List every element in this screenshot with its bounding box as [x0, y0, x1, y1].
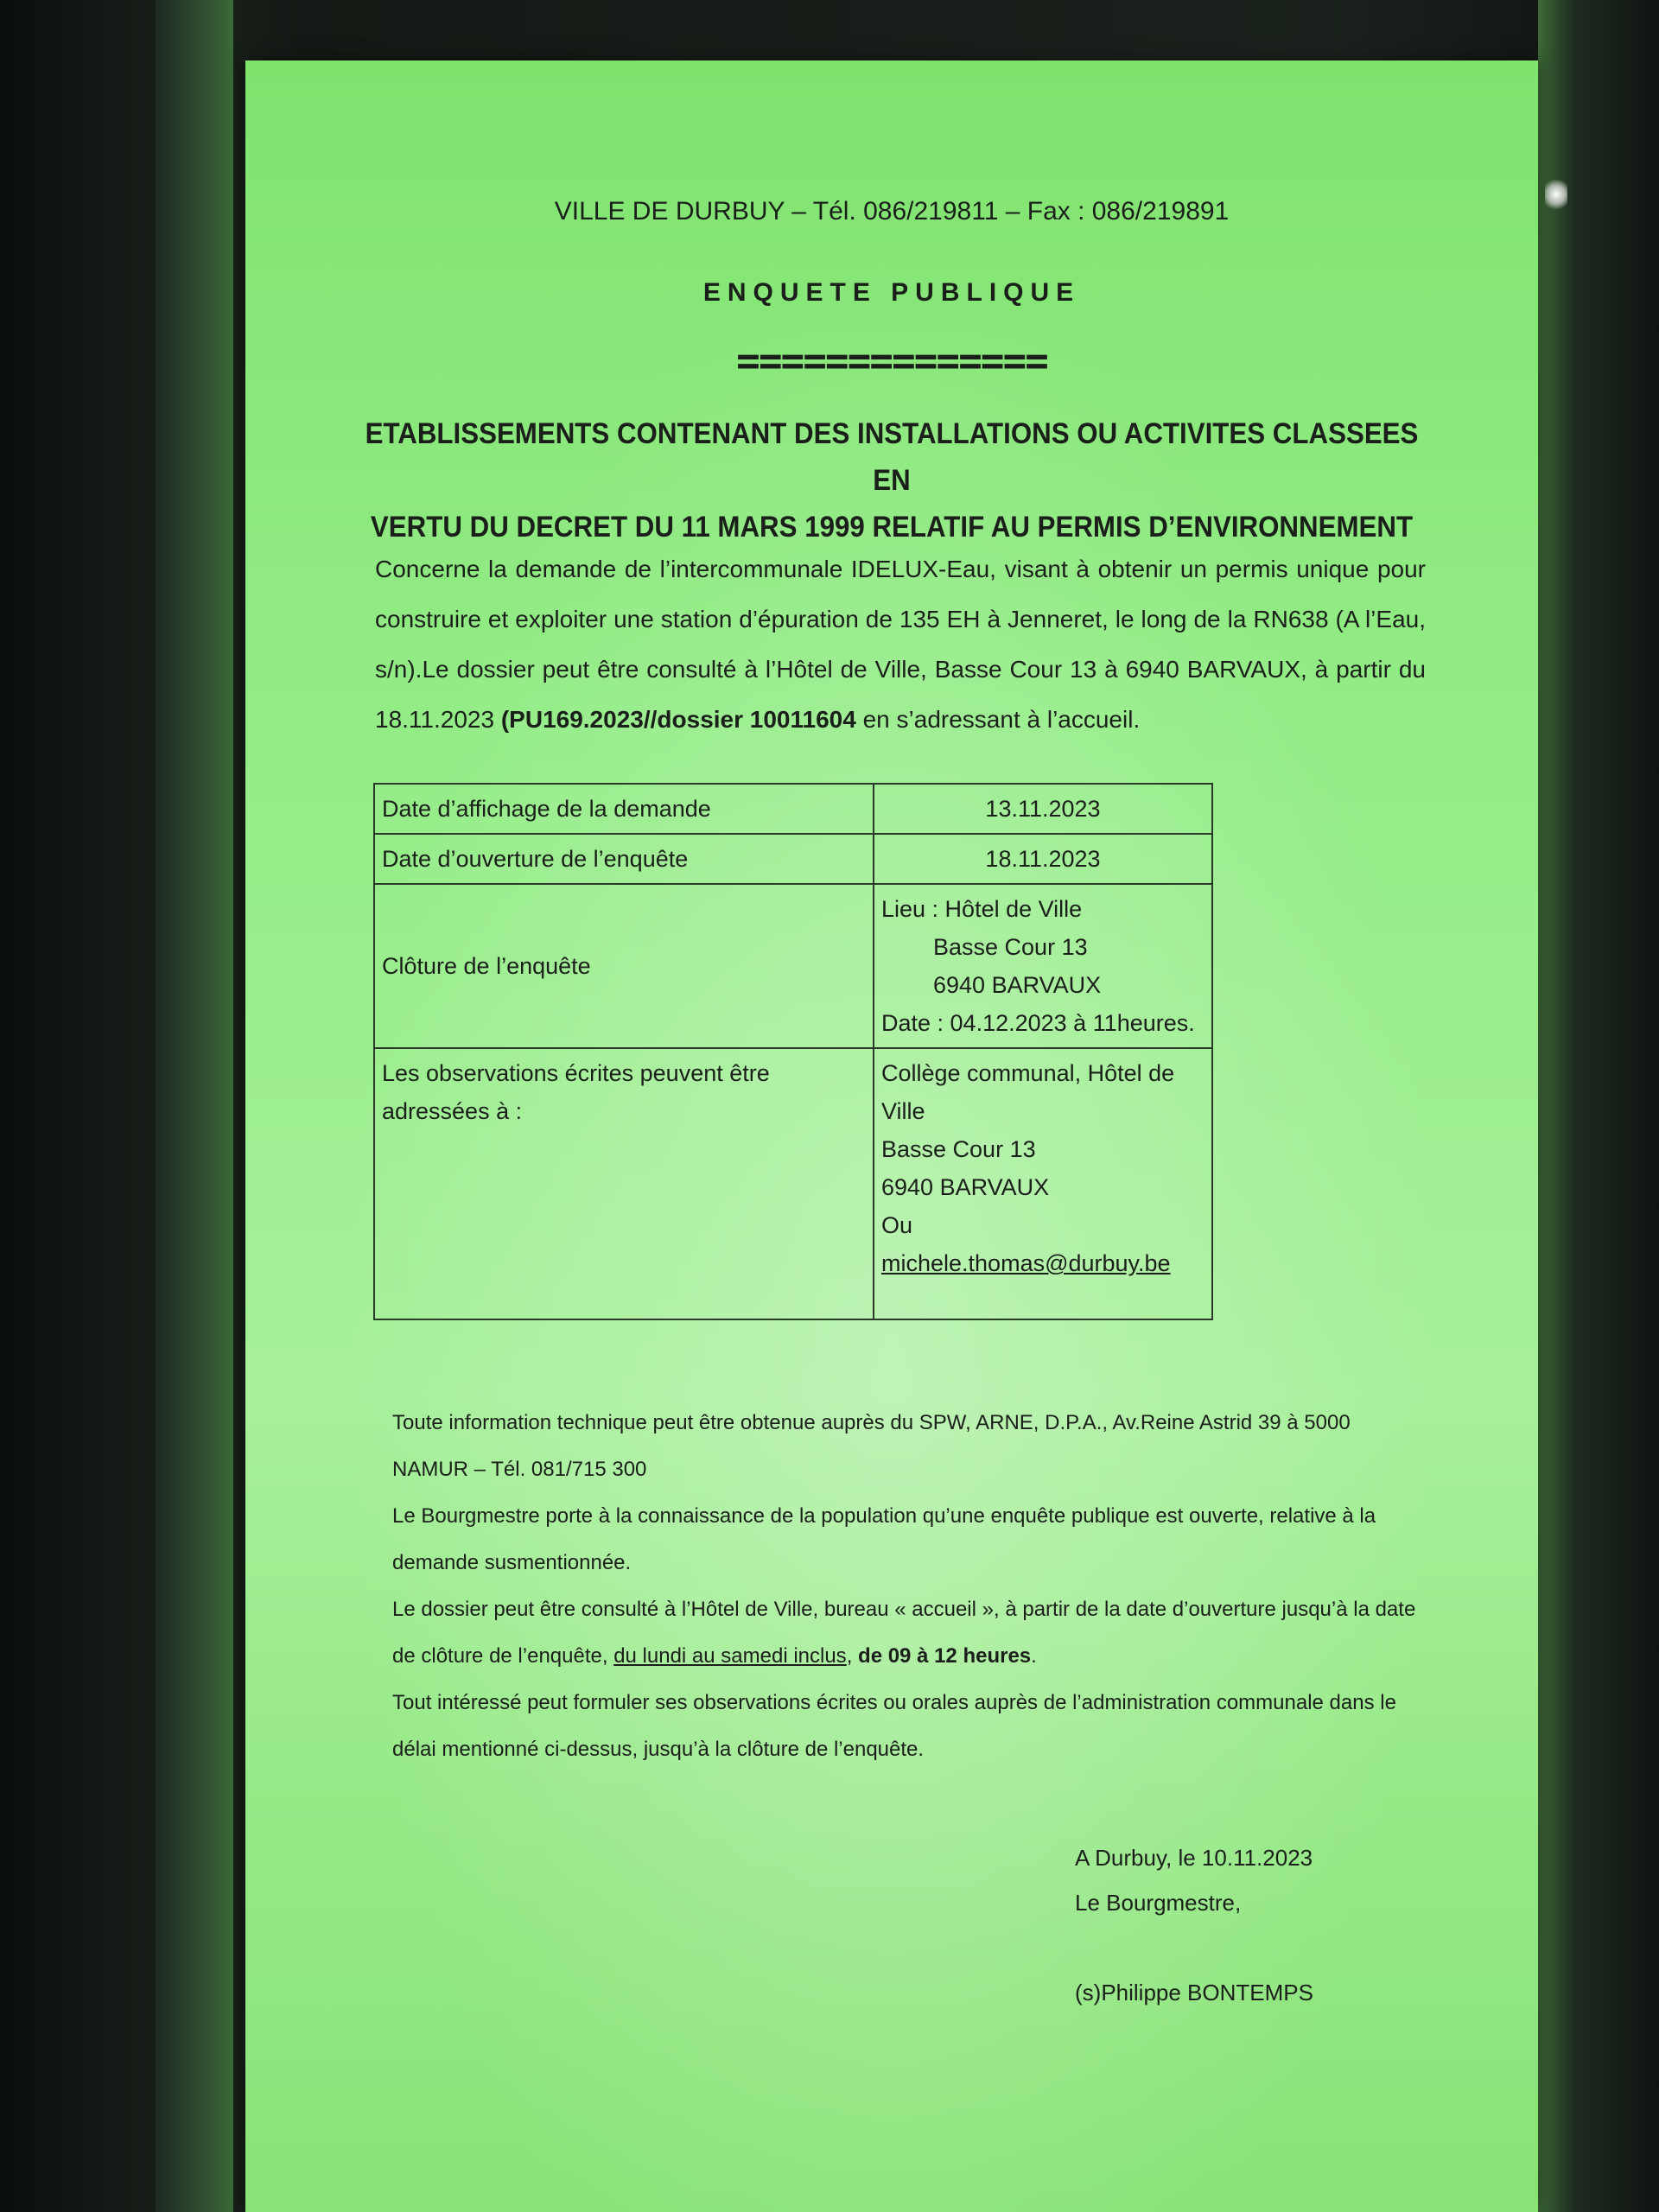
observations-address [874, 1048, 1212, 1319]
consultation-text: Le dossier peut être consulté à l’Hôtel de Ville, bureau « accueil », à partir de la date d’ouverture jusqu’à la date de clôture de l’enquête, [392, 1598, 1416, 1668]
signature-gap [1075, 1925, 1313, 1970]
display-frame-left [156, 0, 233, 2212]
opening-hours: de 09 à 12 heures [858, 1644, 1032, 1668]
observations-paragraph: Tout intéressé peut formuler ses observations écrites ou orales auprès de l’administration communale dans le délai mentionné ci-dessus, jusqu’à la clôture de l’enquête. [392, 1691, 1396, 1761]
public-notice-sheet [245, 60, 1538, 2212]
inquiry-details-table [373, 783, 1213, 1320]
notice-title [360, 410, 1422, 550]
closing-label: Clôture de l’enquête [374, 884, 874, 1048]
contact-email-link[interactable]: michele.thomas@durbuy.be [881, 1250, 1171, 1276]
opening-days: du lundi au samedi inclus [613, 1644, 847, 1668]
notice-body [392, 1400, 1426, 1773]
address-or: Ou [881, 1212, 913, 1238]
table-row [374, 834, 1212, 884]
opening-date-label: Date d’ouverture de l’enquête [374, 834, 874, 884]
notice-type-heading: ENQUETE PUBLIQUE [702, 278, 1081, 307]
signature-place-date: A Durbuy, le 10.11.2023 [1075, 1845, 1313, 1871]
separator-line: ============== [736, 337, 1047, 384]
address-line-2: Basse Cour 13 [881, 1136, 1036, 1162]
title-line-1: ETABLISSEMENTS CONTENANT DES INSTALLATIONS OU ACTIVITES CLASSEES EN [365, 417, 1419, 497]
closing-date: Date : 04.12.2023 à 11heures. [881, 1010, 1195, 1036]
display-frame-right [1538, 0, 1659, 2212]
closing-city: 6940 BARVAUX [933, 972, 1102, 998]
consultation-sep: , [846, 1644, 859, 1668]
intro-text: Concerne la demande de l’intercommunale IDELUX-Eau, visant à obtenir un permis unique pour construire et exploiter une station d’épuration de 135 EH à Jenneret, le long de la RN638 (A l’Eau, s/n).Le dossier peut être consulté à l’Hôtel de Ville, Basse Cour 13 à 6940 BARVAUX, à partir du 18.11.2023 [375, 556, 1426, 733]
closing-street: Basse Cour 13 [933, 934, 1088, 960]
contact-line: VILLE DE DURBUY – Tél. 086/219811 – Fax : 086/219891 [554, 197, 1230, 226]
address-line-3: 6940 BARVAUX [881, 1174, 1050, 1200]
title-line-2: VERTU DU DECRET DU 11 MARS 1999 RELATIF AU PERMIS D’ENVIRONNEMENT [370, 511, 1414, 543]
closing-place: Lieu : Hôtel de Ville [881, 896, 1083, 922]
consultation-end: . [1031, 1644, 1037, 1668]
closing-details [874, 884, 1212, 1048]
table-row [374, 784, 1212, 834]
intro-paragraph [375, 544, 1426, 745]
table-row [374, 884, 1212, 1048]
signature-block [1075, 1835, 1313, 2015]
opening-date-value: 18.11.2023 [874, 834, 1212, 884]
light-reflection [1545, 177, 1567, 212]
dossier-reference: (PU169.2023//dossier 10011604 [500, 706, 856, 733]
consultation-paragraph [392, 1586, 1426, 1680]
technical-info-paragraph: Toute information technique peut être obtenue auprès du SPW, ARNE, D.P.A., Av.Reine Astrid 39 à 5000 NAMUR – Tél. 081/715 300 [392, 1411, 1351, 1481]
posting-date-label: Date d’affichage de la demande [374, 784, 874, 834]
table-row [374, 1048, 1212, 1319]
signature-role: Le Bourgmestre, [1075, 1890, 1242, 1916]
address-line-1: Collège communal, Hôtel de Ville [881, 1060, 1175, 1124]
observations-label: Les observations écrites peuvent être adressées à : [374, 1048, 874, 1319]
posting-date-value: 13.11.2023 [874, 784, 1212, 834]
announcement-paragraph: Le Bourgmestre porte à la connaissance de la population qu’une enquête publique est ouverte, relative à la demande susmentionnée. [392, 1504, 1376, 1574]
intro-tail: en s’adressant à l’accueil. [855, 706, 1141, 733]
signature-name: (s)Philippe BONTEMPS [1075, 1980, 1313, 2005]
